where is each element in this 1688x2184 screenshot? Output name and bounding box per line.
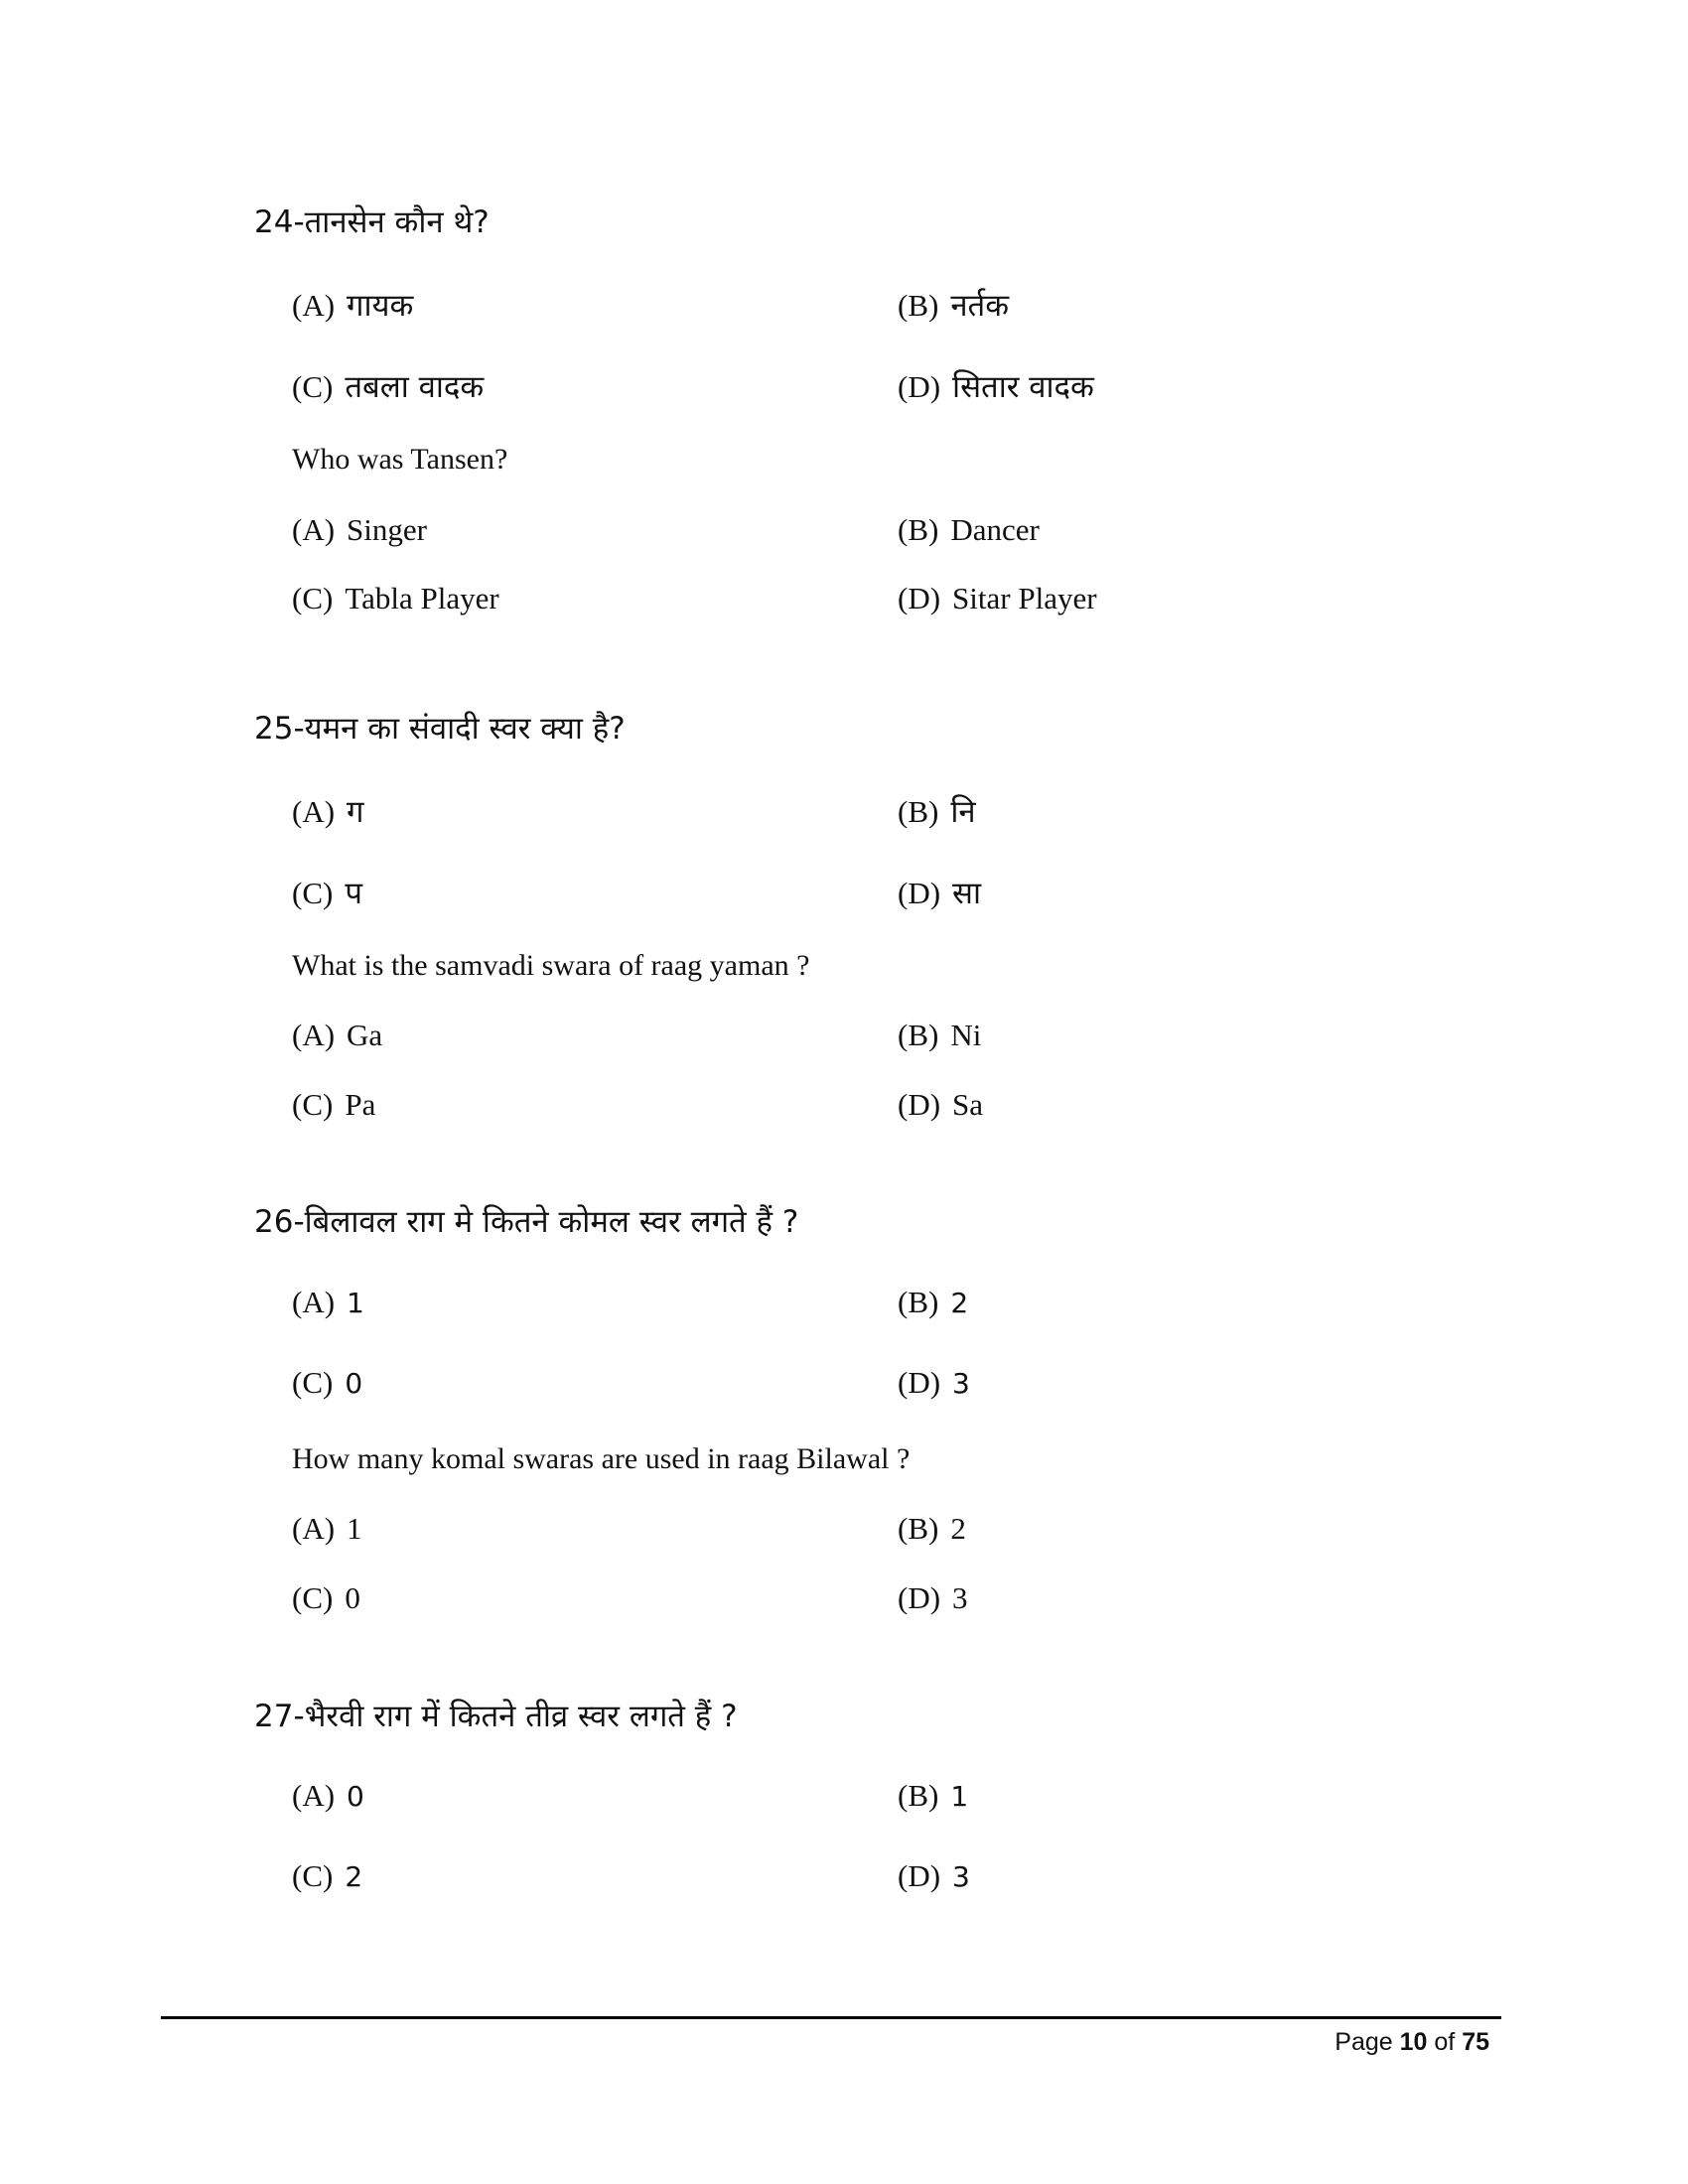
q27-hi-option-a [292,1778,364,1814]
q25-hi-option-d [898,872,981,913]
q25-en-option-c [292,1087,375,1123]
option-letter: (B) [898,1018,939,1052]
q25-hi-option-c [292,872,362,913]
option-text: Ni [950,1018,982,1052]
q25-en-option-a [292,1018,382,1053]
q24-hi-option-d [898,365,1094,407]
option-text: 2 [950,1287,969,1319]
page-number-footer [1335,2028,1489,2057]
option-letter: (B) [898,1511,939,1546]
of-word: of [1434,2028,1456,2056]
page-number: 10 [1399,2028,1428,2056]
question-24-hindi: 24-तानसेन कौन थे? [254,205,490,240]
option-text: 3 [952,1580,968,1615]
q26-hi-option-d [898,1365,970,1401]
option-letter: (C) [292,876,334,910]
question-27-hindi: 27-भैरवी राग में कितने तीव्र स्वर लगते हैं ? [254,1699,738,1734]
option-text: 0 [345,1367,363,1400]
q26-en-option-a [292,1511,362,1547]
option-letter: (C) [292,1580,334,1615]
option-letter: (D) [898,1087,941,1122]
option-text: सितार वादक [952,369,1094,405]
option-text: गायक [347,288,414,324]
option-text: सा [952,876,982,911]
option-letter: (A) [292,1018,336,1052]
option-text: 2 [345,1860,363,1893]
option-letter: (C) [292,581,334,615]
question-24-english: Who was Tansen? [292,443,508,476]
q25-hi-option-a [292,790,364,832]
q26-en-option-c [292,1580,360,1616]
option-text: तबला वादक [345,369,485,405]
option-text: Ga [347,1018,383,1052]
q25-en-option-d [898,1087,983,1123]
option-text: 1 [347,1511,362,1546]
option-letter: (A) [292,794,336,829]
option-text: ग [347,794,364,830]
option-text: 1 [950,1780,969,1813]
option-letter: (C) [292,1087,334,1122]
option-letter: (B) [898,288,939,323]
q25-hi-option-b [898,790,976,832]
q27-hi-option-c [292,1858,362,1894]
option-letter: (A) [292,288,336,323]
q24-en-option-a [292,512,427,548]
option-letter: (B) [898,1285,939,1319]
q27-hi-option-d [898,1858,970,1894]
option-letter: (B) [898,1778,939,1813]
option-text: नि [950,794,976,830]
option-letter: (D) [898,1580,941,1615]
option-text: 1 [347,1287,364,1319]
option-letter: (C) [292,1858,334,1893]
option-text: Tabla Player [345,581,499,615]
q27-hi-option-b [898,1778,968,1814]
option-text: 3 [952,1860,970,1893]
option-letter: (A) [292,1285,336,1319]
option-text: प [345,876,362,911]
footer-divider [161,2016,1501,2019]
option-text: Singer [347,512,427,547]
option-letter: (A) [292,1778,336,1813]
q24-en-option-c [292,581,499,616]
page-total: 75 [1462,2028,1489,2056]
q24-hi-option-c [292,365,484,407]
page-word: Page [1335,2028,1393,2056]
option-text: 0 [347,1780,364,1813]
q26-en-option-d [898,1580,968,1616]
q24-hi-option-a [292,284,413,326]
question-26-hindi: 26-बिलावल राग मे कितने कोमल स्वर लगते हैं ? [254,1204,799,1240]
option-text: 2 [950,1511,966,1546]
option-letter: (C) [292,1365,334,1400]
option-letter: (B) [898,512,939,547]
q26-hi-option-c [292,1365,362,1401]
option-text: Sitar Player [952,581,1097,615]
question-26-english: How many komal swaras are used in raag Bilawal ? [292,1442,911,1475]
question-25-english: What is the samvadi swara of raag yaman ? [292,949,810,982]
q26-en-option-b [898,1511,966,1547]
q24-en-option-b [898,512,1040,548]
option-text: 3 [952,1367,970,1400]
option-text: 0 [345,1580,360,1615]
q25-en-option-b [898,1018,981,1053]
option-letter: (C) [292,369,334,404]
q26-hi-option-b [898,1285,968,1320]
option-letter: (D) [898,1365,941,1400]
option-letter: (D) [898,369,941,404]
option-text: Dancer [950,512,1040,547]
option-letter: (D) [898,1858,941,1893]
option-letter: (D) [898,876,941,910]
option-letter: (A) [292,1511,336,1546]
option-letter: (D) [898,581,941,615]
option-text: Sa [952,1087,984,1122]
option-text: नर्तक [950,288,1010,324]
option-letter: (B) [898,794,939,829]
q24-hi-option-b [898,284,1009,326]
option-text: Pa [345,1087,376,1122]
q26-hi-option-a [292,1285,364,1320]
option-letter: (A) [292,512,336,547]
question-25-hindi: 25-यमन का संवादी स्वर क्या है? [254,711,626,747]
q24-en-option-d [898,581,1097,616]
